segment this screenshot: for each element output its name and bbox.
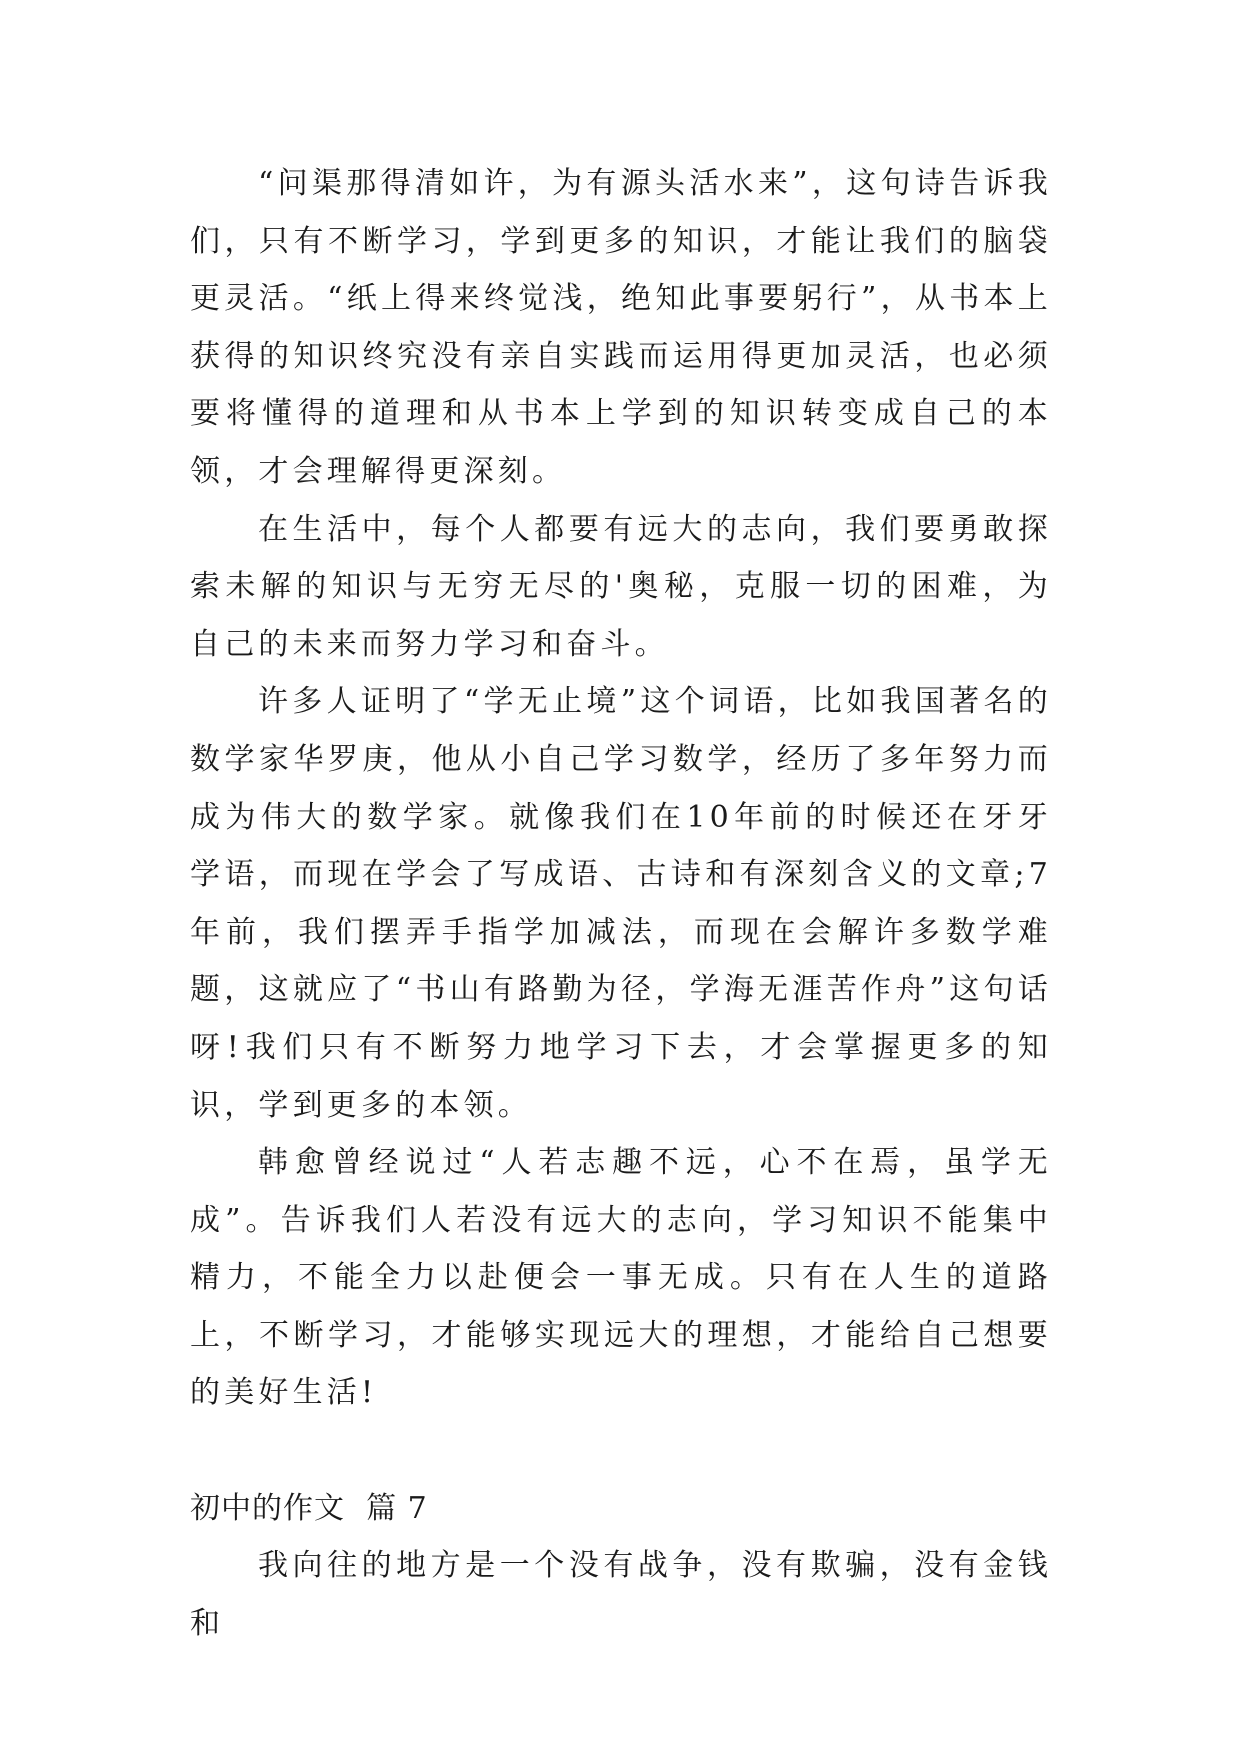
section-paragraph: 我向往的地方是一个没有战争，没有欺骗，没有金钱和 bbox=[190, 1548, 1052, 1641]
paragraph-1: “问渠那得清如许，为有源头活水来”，这句诗告诉我们，只有不断学习，学到更多的知识，才能让我们的脑袋更灵活。“纸上得来终觉浅，绝知此事要躬行”，从书本上获得的知识终究没有亲自实践而运用得更加灵活，也必须要将懂得的道理和从书本上学到的知识转变成自己的本领，才会理解得更深刻。 bbox=[190, 166, 1052, 489]
paragraph-3: 许多人证明了“学无止境”这个词语，比如我国著名的数学家华罗庚，他从小自己学习数学，经历了多年努力而成为伟大的数学家。就像我们在10年前的时候还在牙牙学语，而现在学会了写成语、古诗和有深刻含义的文章;7年前，我们摆弄手指学加减法，而现在会解许多数学难题，这就应了“书山有路勤为径，学海无涯苦作舟”这句话呀!我们只有不断努力地学习下去，才会掌握更多的知识，学到更多的本领。 bbox=[190, 684, 1052, 1123]
paragraph-2: 在生活中，每个人都要有远大的志向，我们要勇敢探索未解的知识与无穷无尽的'奥秘，克服一切的困难，为自己的未来而努力学习和奋斗。 bbox=[190, 511, 1052, 662]
section-heading: 初中的作文 篇 7 bbox=[190, 1490, 428, 1526]
document-body bbox=[190, 155, 1052, 1652]
paragraph-4: 韩愈曾经说过“人若志趣不远，心不在焉，虽学无成”。告诉我们人若没有远大的志向，学习知识不能集中精力，不能全力以赴便会一事无成。只有在人生的道路上，不断学习，才能够实现远大的理想，才能给自己想要的美好生活! bbox=[190, 1145, 1052, 1411]
